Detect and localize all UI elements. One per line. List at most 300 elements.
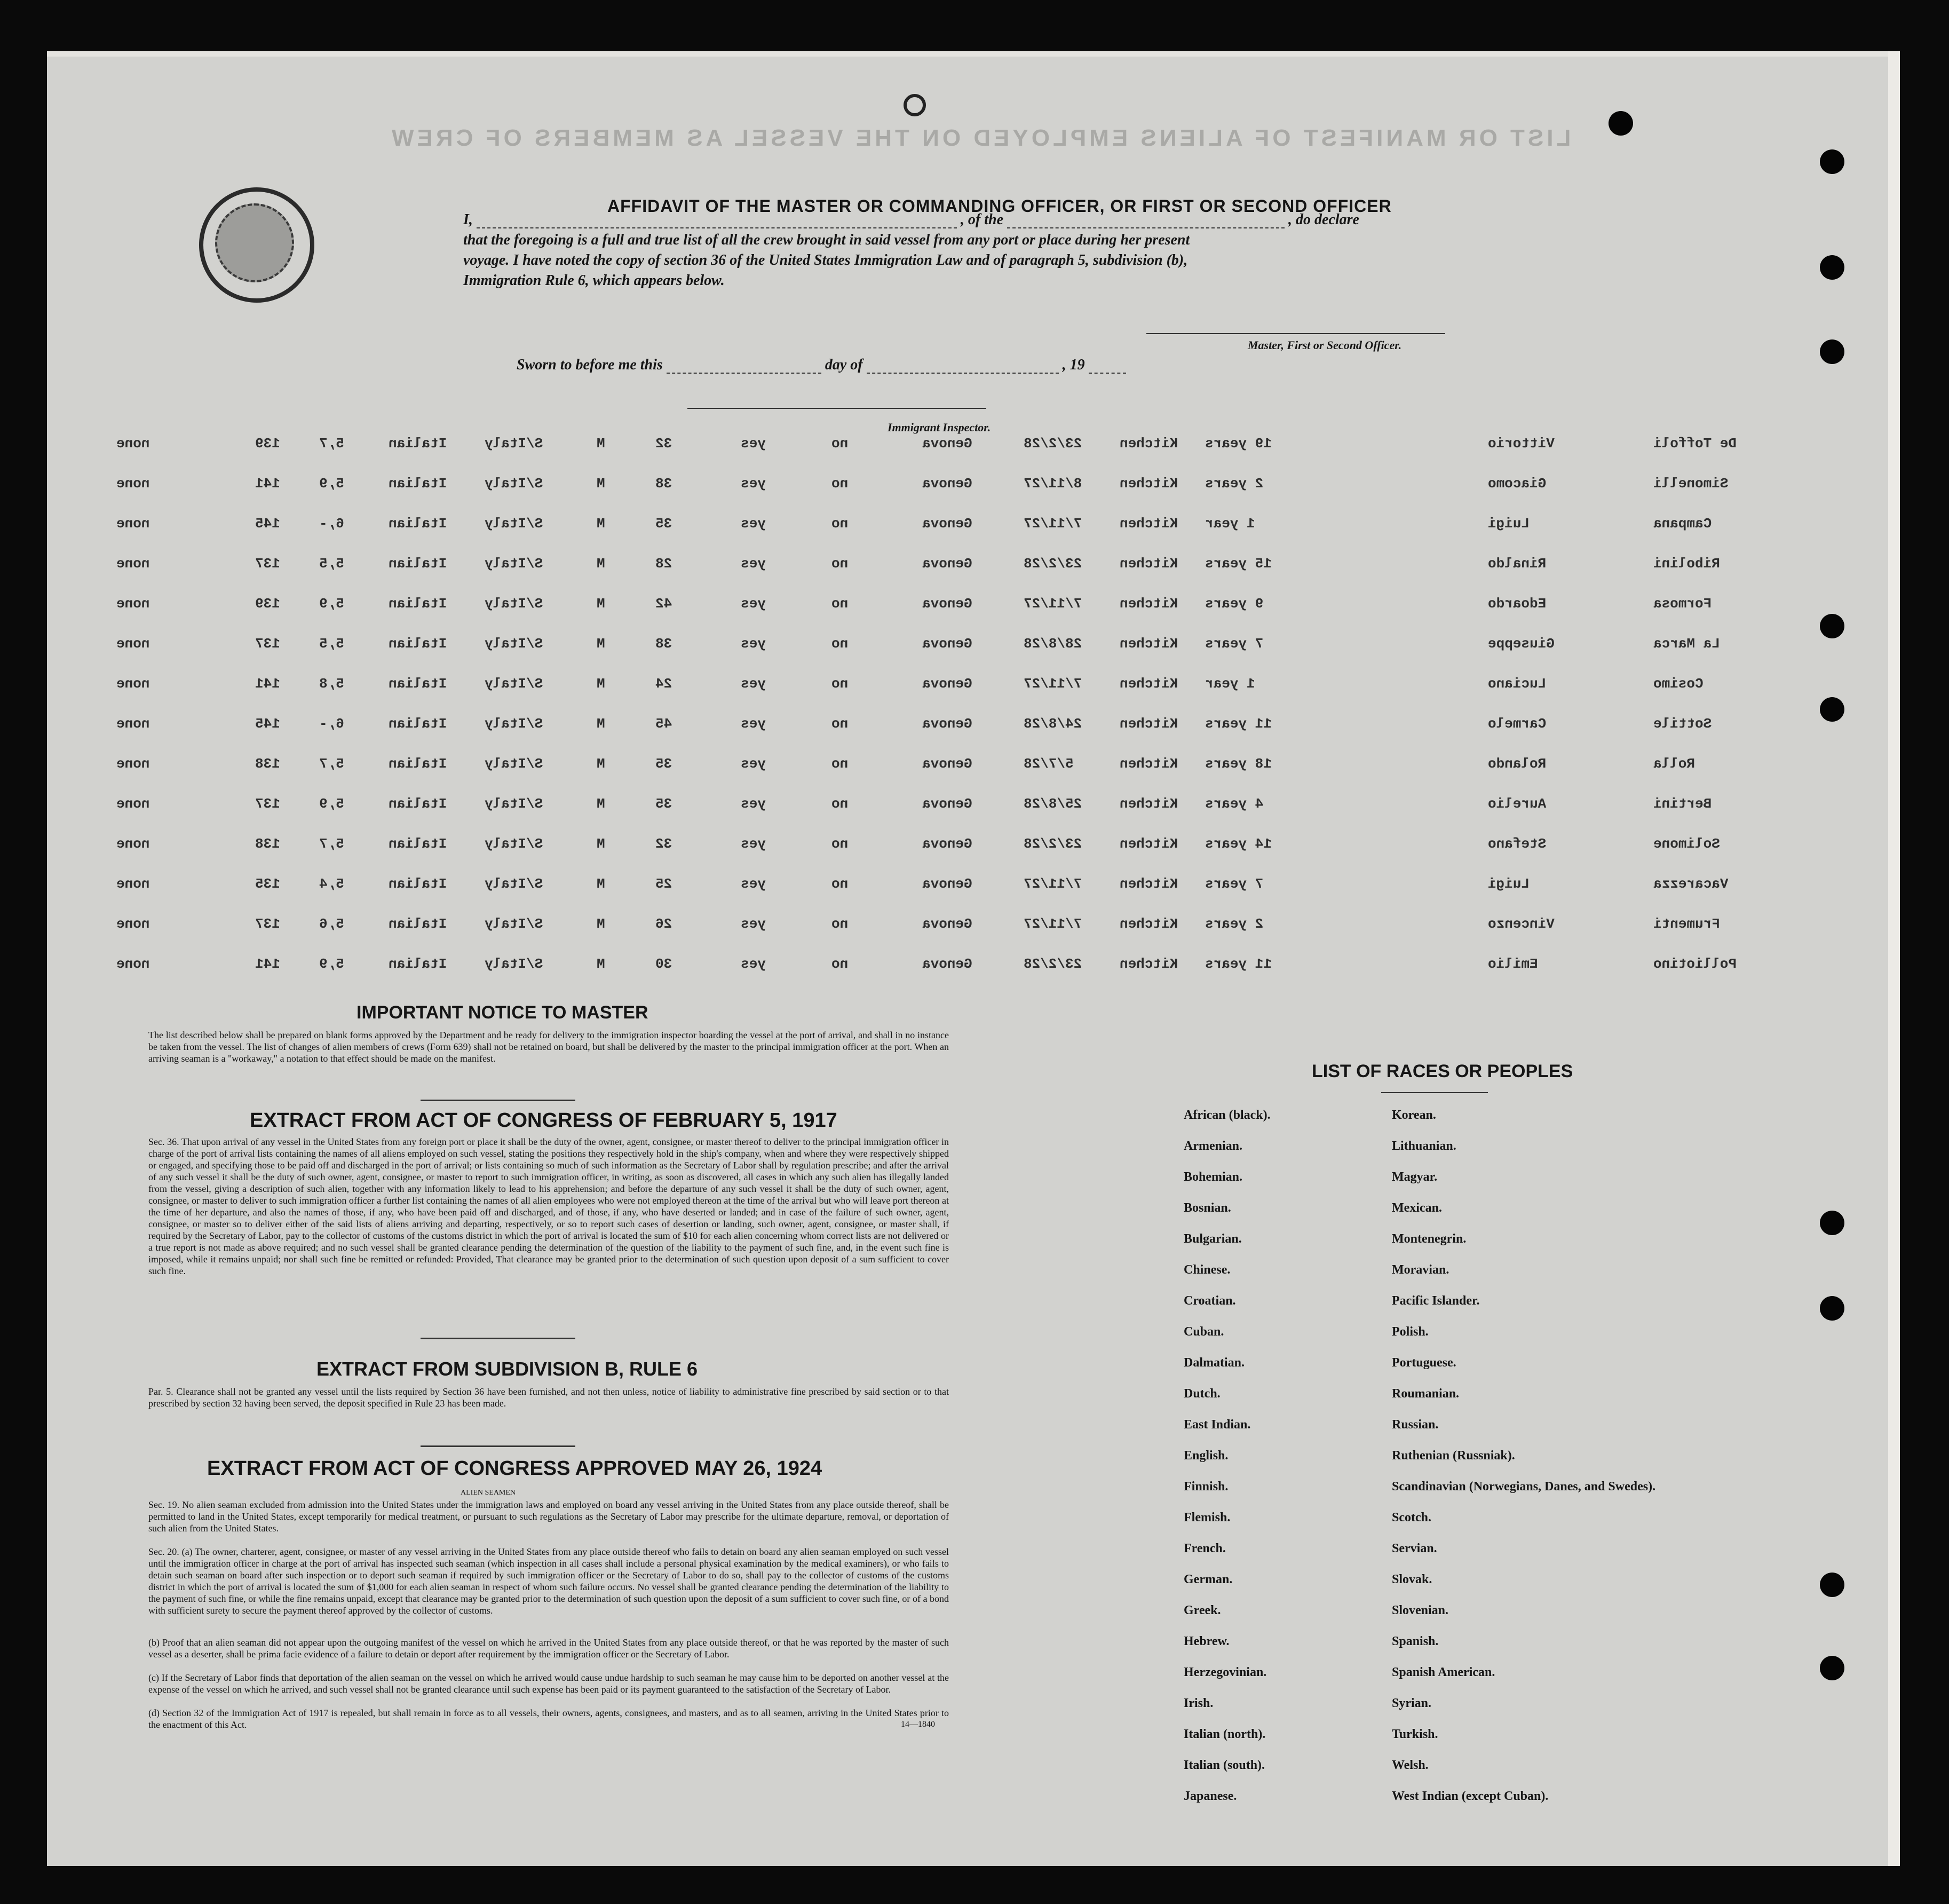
crew-height: 5,9 (319, 596, 344, 612)
crew-port: Genova (922, 836, 972, 852)
crew-height: 6,- (319, 516, 344, 532)
race-item: Montenegrin. (1392, 1232, 1467, 1246)
affidavit-line1-mid: , of the (960, 211, 1004, 228)
crew-weight: 145 (255, 716, 280, 732)
crew-weight: 137 (255, 556, 280, 572)
crew-mark: none (116, 876, 150, 892)
crew-given: Edoardo (1488, 596, 1547, 612)
crew-row (47, 876, 1888, 897)
race-item: German. (1184, 1573, 1233, 1586)
crew-given: Stefano (1488, 836, 1547, 852)
crew-f1: no (831, 796, 849, 812)
race-item: Lithuanian. (1392, 1139, 1456, 1153)
crew-row (47, 956, 1888, 977)
crew-sex: M (597, 836, 605, 852)
crew-age: 30 (655, 956, 672, 972)
crew-surname: Simonelli (1653, 476, 1729, 492)
crew-f2: yes (741, 916, 766, 932)
race-item: Herzegovinian. (1184, 1665, 1267, 1679)
crew-given: Aurelio (1488, 796, 1547, 812)
crew-row (47, 476, 1888, 497)
crew-job: Kitchen (1120, 596, 1178, 612)
extract-1924-sec20d: (d) Section 32 of the Immigration Act of 1917 is repealed, but shall remain in force as to all vessels, their owners, agents, consignees, and masters, and as to all seamen, arriving in the United States prior to the enactment of this Act. (148, 1708, 949, 1730)
race-item: Bosnian. (1184, 1201, 1231, 1215)
crew-row (47, 836, 1888, 857)
crew-years: 19 years (1205, 436, 1272, 452)
crew-f1: no (831, 636, 849, 652)
race-item: Scotch. (1392, 1511, 1431, 1524)
crew-country: S/Italy (485, 636, 543, 652)
crew-height: 5,6 (319, 916, 344, 932)
crew-date: 7/11/27 (1024, 676, 1082, 692)
crew-date: 24/8/28 (1024, 716, 1082, 732)
crew-row (47, 556, 1888, 577)
race-item: Russian. (1392, 1418, 1439, 1432)
crew-age: 35 (655, 796, 672, 812)
crew-surname: Campana (1653, 516, 1712, 532)
crew-race: Italian (389, 676, 447, 692)
crew-port: Genova (922, 596, 972, 612)
crew-port: Genova (922, 916, 972, 932)
signature-line (1146, 333, 1445, 334)
sworn-line (517, 357, 1264, 374)
crew-years: 9 years (1205, 596, 1264, 612)
crew-race: Italian (389, 556, 447, 572)
crew-sex: M (597, 676, 605, 692)
crew-mark: none (116, 636, 150, 652)
binder-hole-7 (1820, 1211, 1844, 1235)
crew-port: Genova (922, 956, 972, 972)
crew-surname: De Toffoli (1653, 436, 1737, 452)
crew-port: Genova (922, 676, 972, 692)
crew-f1: no (831, 516, 849, 532)
binder-hole-10 (1820, 1656, 1844, 1680)
crew-sex: M (597, 596, 605, 612)
crew-sex: M (597, 796, 605, 812)
crew-race: Italian (389, 756, 447, 772)
race-item: Syrian. (1392, 1696, 1432, 1710)
race-item: Hebrew. (1184, 1634, 1230, 1648)
divider-3 (421, 1445, 575, 1447)
crew-surname: Formosa (1653, 596, 1712, 612)
crew-f1: no (831, 716, 849, 732)
races-divider (1381, 1092, 1488, 1093)
crew-job: Kitchen (1120, 836, 1178, 852)
crew-job: Kitchen (1120, 876, 1178, 892)
crew-weight: 137 (255, 916, 280, 932)
crew-race: Italian (389, 716, 447, 732)
crew-race: Italian (389, 956, 447, 972)
binder-hole-5 (1820, 614, 1844, 638)
crew-port: Genova (922, 796, 972, 812)
crew-given: Luigi (1488, 516, 1530, 532)
crew-f2: yes (741, 476, 766, 492)
crew-mark: none (116, 756, 150, 772)
crew-row (47, 796, 1888, 817)
crew-years: 2 years (1205, 916, 1264, 932)
race-item: Dalmatian. (1184, 1356, 1245, 1370)
crew-port: Genova (922, 556, 972, 572)
crew-mark: none (116, 676, 150, 692)
crew-age: 24 (655, 676, 672, 692)
binder-hole-1 (1609, 111, 1633, 136)
crew-height: 5,7 (319, 436, 344, 452)
affidavit-line3: voyage. I have noted the copy of section 36 of the United States Immigration Law and of paragraph 5, subdivision (b), (463, 252, 1188, 268)
crew-mark: none (116, 516, 150, 532)
document-sheet (47, 51, 1900, 1866)
extract-rule6-text: Par. 5. Clearance shall not be granted any vessel until the lists required by Section 36 have been furnished, and not then unless, notice of liability to administrative fine prescribed by said section or to that prescribed by section 32 having been served, the deposit specified in Rule 23 has been made. (148, 1386, 949, 1409)
crew-country: S/Italy (485, 716, 543, 732)
crew-height: 5,9 (319, 796, 344, 812)
race-item: Croatian. (1184, 1294, 1236, 1308)
binder-hole-8 (1820, 1296, 1844, 1321)
crew-f2: yes (741, 556, 766, 572)
crew-f1: no (831, 956, 849, 972)
sworn-year-blank[interactable] (1089, 373, 1126, 374)
race-item: Roumanian. (1392, 1387, 1460, 1401)
crew-weight: 141 (255, 676, 280, 692)
race-item: Bulgarian. (1184, 1232, 1242, 1246)
crew-surname: Bertini (1653, 796, 1712, 812)
crew-job: Kitchen (1120, 756, 1178, 772)
crew-f2: yes (741, 596, 766, 612)
race-item: English. (1184, 1449, 1229, 1463)
race-item: Greek. (1184, 1603, 1221, 1617)
affidavit-line1-end: , do declare (1288, 211, 1359, 228)
crew-weight: 145 (255, 516, 280, 532)
form-number: 14—1840 (901, 1720, 935, 1729)
race-item: Polish. (1392, 1325, 1429, 1339)
crew-weight: 137 (255, 796, 280, 812)
binder-hole-3 (1820, 255, 1844, 280)
crew-country: S/Italy (485, 916, 543, 932)
crew-date: 23/2/28 (1024, 436, 1082, 452)
crew-row (47, 676, 1888, 697)
race-item: African (black). (1184, 1108, 1271, 1122)
crew-surname: Ribolini (1653, 556, 1720, 572)
race-item: Armenian. (1184, 1139, 1242, 1153)
crew-f1: no (831, 596, 849, 612)
stamp-inner (215, 203, 294, 282)
race-item: Irish. (1184, 1696, 1214, 1710)
crew-f2: yes (741, 956, 766, 972)
crew-mark: none (116, 956, 150, 972)
affidavit-title: AFFIDAVIT OF THE MASTER OR COMMANDING OFFICER, OR FIRST OR SECOND OFFICER (607, 196, 1392, 216)
crew-row (47, 516, 1888, 537)
crew-mark: none (116, 436, 150, 452)
crew-weight: 141 (255, 956, 280, 972)
crew-mark: none (116, 796, 150, 812)
race-item: Japanese. (1184, 1789, 1237, 1803)
crew-job: Kitchen (1120, 436, 1178, 452)
crew-port: Genova (922, 756, 972, 772)
divider-2 (421, 1338, 575, 1339)
race-item: Italian (north). (1184, 1727, 1266, 1741)
crew-sex: M (597, 436, 605, 452)
crew-race: Italian (389, 916, 447, 932)
crew-sex: M (597, 756, 605, 772)
crew-job: Kitchen (1120, 676, 1178, 692)
crew-job: Kitchen (1120, 556, 1178, 572)
extract-1924-sec20c: (c) If the Secretary of Labor finds that deportation of the alien seaman on the vessel on which he arrived would cause undue hardship to such seaman he may cause him to be deported on another vessel at the expense of the vessel on which he arrived, and such vessel shall not be granted clearance until such expense has been paid or its payment guaranteed to the satisfaction of the Secretary of Labor. (148, 1672, 949, 1695)
race-item: Spanish American. (1392, 1665, 1495, 1679)
extract-1917-title: EXTRACT FROM ACT OF CONGRESS OF FEBRUARY 5, 1917 (250, 1109, 837, 1132)
crew-given: Giacomo (1488, 476, 1547, 492)
notice-text: The list described below shall be prepared on blank forms approved by the Department and be ready for delivery to the immigration inspector boarding the vessel at the port of arrival, and shall in no instance be taken from the vessel. The list of changes of alien members of crews (Form 639) shall not be retained on board, but shall be delivered by the master to the principal immigration officer at the port. When an arriving seaman is a "workaway," a notation to that effect should be made on the manifest. (148, 1030, 949, 1064)
crew-country: S/Italy (485, 436, 543, 452)
crew-surname: Vacarezza (1653, 876, 1729, 892)
binder-hole-6 (1820, 697, 1844, 722)
punch-hole-top (904, 94, 926, 116)
crew-f2: yes (741, 636, 766, 652)
crew-date: 7/11/27 (1024, 916, 1082, 932)
crew-job: Kitchen (1120, 956, 1178, 972)
crew-surname: Sottile (1653, 716, 1712, 732)
crew-years: 1 year (1205, 516, 1255, 532)
race-item: Bohemian. (1184, 1170, 1243, 1184)
crew-mark: none (116, 476, 150, 492)
crew-age: 28 (655, 556, 672, 572)
bleed-through-header: LIST OR MANIFEST OF ALIENS EMPLOYED ON THE VESSEL AS MEMBERS OF CREW (389, 125, 1571, 151)
crew-f2: yes (741, 516, 766, 532)
crew-job: Kitchen (1120, 476, 1178, 492)
crew-surname: Polliotino (1653, 956, 1737, 972)
crew-years: 7 years (1205, 636, 1264, 652)
crew-date: 23/2/28 (1024, 956, 1082, 972)
crew-job: Kitchen (1120, 716, 1178, 732)
race-item: French. (1184, 1542, 1226, 1555)
vessel-blank[interactable] (1007, 227, 1285, 228)
affidavit-line1-start: I, (463, 211, 473, 228)
crew-age: 26 (655, 916, 672, 932)
crew-given: Luciano (1488, 676, 1547, 692)
crew-row (47, 436, 1888, 457)
crew-port: Genova (922, 876, 972, 892)
crew-sex: M (597, 636, 605, 652)
race-item: Turkish. (1392, 1727, 1438, 1741)
crew-mark: none (116, 716, 150, 732)
crew-height: 6,- (319, 716, 344, 732)
notice-title: IMPORTANT NOTICE TO MASTER (356, 1002, 648, 1023)
crew-age: 35 (655, 756, 672, 772)
crew-row (47, 596, 1888, 617)
extract-1924-subtitle: ALIEN SEAMEN (461, 1489, 516, 1497)
crew-country: S/Italy (485, 796, 543, 812)
crew-surname: La Marca (1653, 636, 1720, 652)
crew-sex: M (597, 556, 605, 572)
race-item: Slovenian. (1392, 1603, 1449, 1617)
crew-country: S/Italy (485, 676, 543, 692)
crew-height: 5,7 (319, 836, 344, 852)
inspector-line (687, 408, 986, 409)
crew-mark: none (116, 596, 150, 612)
crew-f1: no (831, 676, 849, 692)
name-blank[interactable] (477, 227, 957, 228)
crew-port: Genova (922, 476, 972, 492)
race-item: Flemish. (1184, 1511, 1231, 1524)
crew-country: S/Italy (485, 836, 543, 852)
crew-port: Genova (922, 516, 972, 532)
crew-f2: yes (741, 676, 766, 692)
crew-given: Vittorio (1488, 436, 1555, 452)
crew-years: 7 years (1205, 876, 1264, 892)
sworn-day-blank[interactable] (667, 373, 821, 374)
crew-port: Genova (922, 716, 972, 732)
crew-years: 2 years (1205, 476, 1264, 492)
race-item: Cuban. (1184, 1325, 1224, 1339)
crew-f1: no (831, 556, 849, 572)
sworn-month-blank[interactable] (867, 373, 1059, 374)
crew-weight: 138 (255, 836, 280, 852)
crew-years: 18 years (1205, 756, 1272, 772)
crew-height: 5,8 (319, 676, 344, 692)
crew-job: Kitchen (1120, 796, 1178, 812)
crew-height: 5,5 (319, 556, 344, 572)
crew-given: Luigi (1488, 876, 1530, 892)
crew-f2: yes (741, 716, 766, 732)
crew-weight: 139 (255, 596, 280, 612)
sworn-start: Sworn to before me this (517, 357, 663, 373)
crew-height: 5,7 (319, 756, 344, 772)
races-title: LIST OF RACES OR PEOPLES (1312, 1061, 1573, 1081)
crew-row (47, 636, 1888, 657)
crew-row (47, 716, 1888, 737)
affidavit-line2: that the foregoing is a full and true list of all the crew brought in said vessel from any port or place during her present (463, 232, 1190, 248)
crew-sex: M (597, 916, 605, 932)
sworn-day: day of (825, 357, 863, 373)
crew-job: Kitchen (1120, 916, 1178, 932)
crew-race: Italian (389, 636, 447, 652)
crew-weight: 141 (255, 476, 280, 492)
crew-f2: yes (741, 836, 766, 852)
crew-given: Carmelo (1488, 716, 1547, 732)
race-item: Pacific Islander. (1392, 1294, 1480, 1308)
crew-country: S/Italy (485, 476, 543, 492)
crew-row (47, 756, 1888, 777)
crew-country: S/Italy (485, 516, 543, 532)
crew-mark: none (116, 916, 150, 932)
crew-surname: Rolla (1653, 756, 1696, 772)
crew-date: 8/11/27 (1024, 476, 1082, 492)
race-item: East Indian. (1184, 1418, 1251, 1432)
crew-f1: no (831, 756, 849, 772)
crew-date: 7/11/27 (1024, 516, 1082, 532)
crew-height: 5,9 (319, 956, 344, 972)
crew-country: S/Italy (485, 956, 543, 972)
crew-race: Italian (389, 516, 447, 532)
crew-given: Vincenzo (1488, 916, 1555, 932)
crew-date: 23/2/28 (1024, 836, 1082, 852)
crew-date: 7/11/27 (1024, 596, 1082, 612)
crew-country: S/Italy (485, 556, 543, 572)
extract-1917-text: Sec. 36. That upon arrival of any vessel in the United States from any foreign port or place it shall be the duty of the owner, agent, consignee, or master thereof to deliver to the principal immigration officer in charge of the port of arrival lists containing the names of all aliens employed on such vessel, stating the positions they respectively hold in the ship's company, when and where they were respectively shipped or engaged, and specifying those to be paid off and discharged in the port of arrival; or lists containing so much of such information as the Secretary of Labor shall by regulation prescribe; and after the arrival of any such vessel it shall be the duty of such owner, agent, consignee, or master to report to such immigration officer, in writing, as soon as discovered, all cases in which any such alien has illegally landed from the vessel, giving a description of such alien, together with any information likely to lead to his apprehension; and before the departure of any such vessel it shall be the duty of such owner, agent, consignee, or master to deliver to such immigration officer a further list containing the names of all alien employees who were not employed thereon at the time of the arrival but who will leave port thereon at the time of her departure, and also the names of those, if any, who have been paid off and discharged, and of those, if any, who have deserted or landed; and in case of the failure of such owner, agent, consignee, or master so to deliver either of the said lists of aliens arriving and departing, respectively, or so to report such cases of desertion or landing, such owner, agent, consignee, or master shall, if required by the Secretary of Labor, pay to the collector of customs of the customs district in which the port of arrival is located the sum of $10 for each alien concerning whom correct lists are not delivered or a true report is not made as above required; and no such vessel shall be granted clearance pending the determination of the question of the liability to the payment of such fine, and, in the event such fine is imposed, while it remains unpaid; nor shall such fine be remitted or refunded: Provided, That clearance may be granted prior to the determination of such question upon deposit of a sum sufficient to cover such fine. (148, 1136, 949, 1276)
crew-given: Rolando (1488, 756, 1547, 772)
crew-date: 7/11/27 (1024, 876, 1082, 892)
extract-1924-title: EXTRACT FROM ACT OF CONGRESS APPROVED MAY 26, 1924 (207, 1457, 822, 1480)
crew-date: 23/2/28 (1024, 556, 1082, 572)
crew-height: 5,9 (319, 476, 344, 492)
crew-weight: 135 (255, 876, 280, 892)
crew-given: Giuseppe (1488, 636, 1555, 652)
crew-age: 45 (655, 716, 672, 732)
crew-country: S/Italy (485, 876, 543, 892)
sheet-edge (47, 51, 1888, 57)
crew-race: Italian (389, 796, 447, 812)
crew-age: 38 (655, 476, 672, 492)
race-item: Chinese. (1184, 1263, 1231, 1277)
crew-age: 32 (655, 436, 672, 452)
crew-years: 11 years (1205, 716, 1272, 732)
crew-sex: M (597, 956, 605, 972)
crew-date: 25/8/28 (1024, 796, 1082, 812)
crew-f1: no (831, 436, 849, 452)
crew-race: Italian (389, 476, 447, 492)
inspector-label: Immigrant Inspector. (888, 421, 991, 434)
extract-1924-sec19: Sec. 19. No alien seaman excluded from admission into the United States under the immigration laws and employed on board any vessel arriving in the United States from any place outside thereof, shall be permitted to land in the United States, except temporarily for medical treatment, or pursuant to such regulations as the Secretary of Labor may prescribe for the ultimate departure, removal, or deportation of such alien from the United States. (148, 1499, 949, 1534)
crew-race: Italian (389, 836, 447, 852)
crew-mark: none (116, 556, 150, 572)
crew-weight: 139 (255, 436, 280, 452)
race-item: Ruthenian (Russniak). (1392, 1449, 1515, 1463)
crew-job: Kitchen (1120, 636, 1178, 652)
crew-job: Kitchen (1120, 516, 1178, 532)
crew-age: 25 (655, 876, 672, 892)
crew-race: Italian (389, 436, 447, 452)
crew-f1: no (831, 916, 849, 932)
crew-sex: M (597, 516, 605, 532)
crew-race: Italian (389, 876, 447, 892)
affidavit-line4: Immigration Rule 6, which appears below. (463, 272, 725, 289)
crew-race: Italian (389, 596, 447, 612)
crew-years: 1 year (1205, 676, 1255, 692)
race-item: Slovak. (1392, 1573, 1432, 1586)
affidavit-line1 (463, 211, 1531, 228)
crew-years: 4 years (1205, 796, 1264, 812)
race-item: Scandinavian (Norwegians, Danes, and Swedes). (1392, 1480, 1656, 1494)
crew-years: 14 years (1205, 836, 1272, 852)
crew-f1: no (831, 876, 849, 892)
extract-1924-sec20a: Sec. 20. (a) The owner, charterer, agent, consignee, or master of any vessel arriving in the United States from any place outside thereof who fails to detain on board any alien seaman employed on such vessel until the immigration officer in charge at the port of arrival has inspected such seaman (which inspection in all cases shall include a personal physical examination by the medical examiners), or who fails to detain such seaman on board after such inspection or to deport such seaman if required by such immigration officer or the Secretary of Labor to do so, shall pay to the collector of customs of the customs district in which the port of arrival is located the sum of $1,000 for each alien seaman in respect of whom such failure occurs. No vessel shall be granted clearance pending the determination of the liability to the payment of such fine, or while the fine remains unpaid, except that clearance may be granted prior to the determination of such question upon the deposit of a sum sufficient to cover such fine, or of a bond with sufficient surety to secure the payment thereof approved by the collector of customs. (148, 1546, 949, 1616)
crew-age: 32 (655, 836, 672, 852)
sworn-year: , 19 (1062, 357, 1085, 373)
crew-age: 42 (655, 596, 672, 612)
crew-sex: M (597, 476, 605, 492)
crew-f2: yes (741, 876, 766, 892)
binder-hole-9 (1820, 1573, 1844, 1597)
crew-country: S/Italy (485, 756, 543, 772)
race-item: Italian (south). (1184, 1758, 1265, 1772)
crew-height: 5,4 (319, 876, 344, 892)
race-item: Spanish. (1392, 1634, 1439, 1648)
crew-f2: yes (741, 436, 766, 452)
crew-f2: yes (741, 796, 766, 812)
race-item: Portuguese. (1392, 1356, 1456, 1370)
crew-surname: Solimone (1653, 836, 1720, 852)
crew-mark: none (116, 836, 150, 852)
race-item: Servian. (1392, 1542, 1437, 1555)
crew-years: 15 years (1205, 556, 1272, 572)
crew-given: Emilio (1488, 956, 1538, 972)
crew-f1: no (831, 476, 849, 492)
crew-port: Genova (922, 636, 972, 652)
crew-age: 38 (655, 636, 672, 652)
race-item: Mexican. (1392, 1201, 1442, 1215)
crew-country: S/Italy (485, 596, 543, 612)
crew-port: Genova (922, 436, 972, 452)
crew-surname: Cosimo (1653, 676, 1704, 692)
race-item: Magyar. (1392, 1170, 1438, 1184)
crew-date: 28/8/28 (1024, 636, 1082, 652)
